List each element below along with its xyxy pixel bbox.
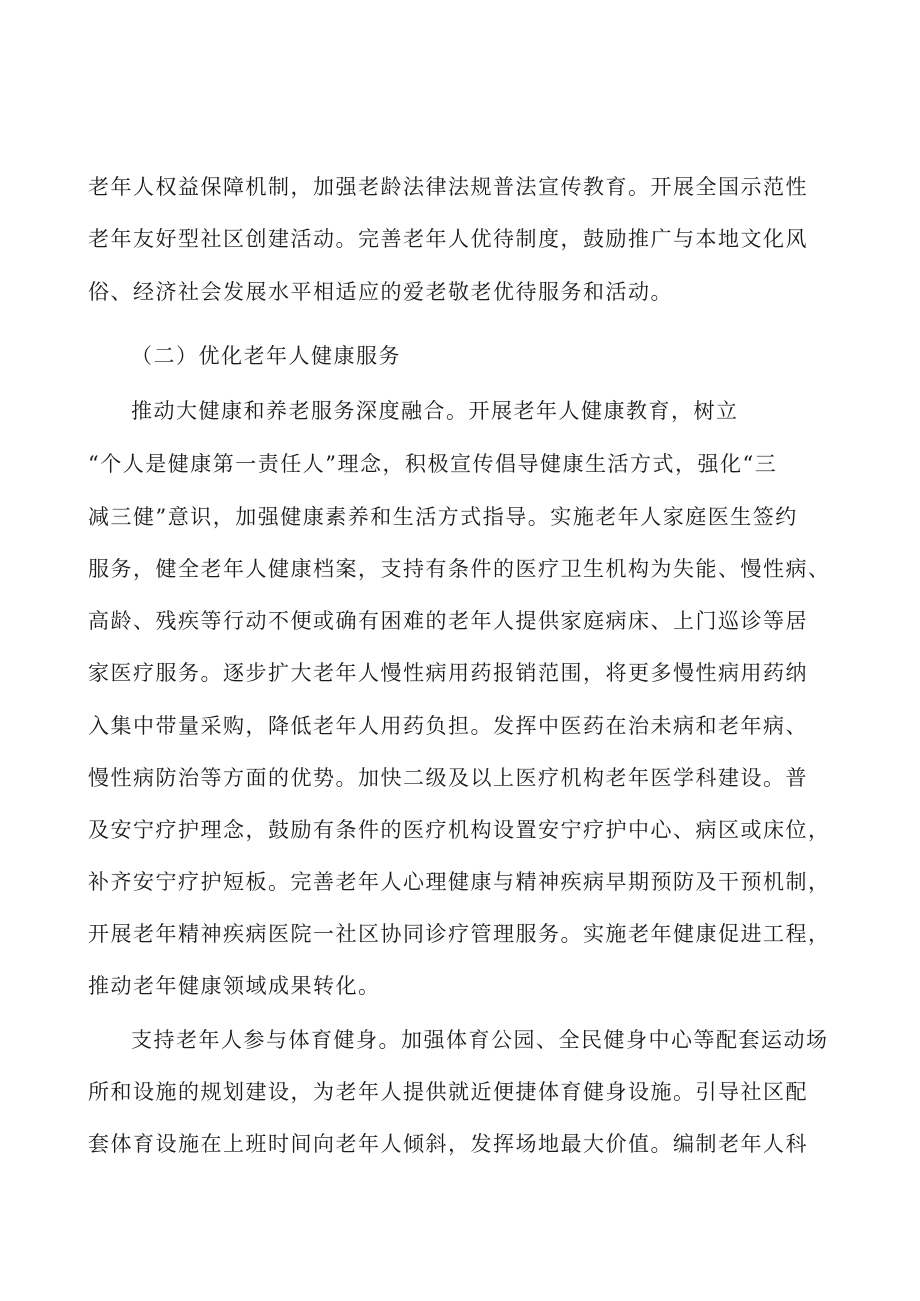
paragraph-2-line-7: 入集中带量采购，降低老年人用药负担。发挥中医药在治未病和老年病、 [88, 714, 808, 738]
paragraph-2-line-8: 慢性病防治等方面的优势。加快二级及以上医疗机构老年医学科建设。普 [88, 766, 808, 790]
paragraph-2-line-9: 及安宁疗护理念，鼓励有条件的医疗机构设置安宁疗护中心、病区或床位， [88, 818, 831, 842]
paragraph-2-line-4: 服务，健全老年人健康档案，支持有条件的医疗卫生机构为失能、慢性病、 [88, 557, 831, 581]
paragraph-2-line-12: 推动老年健康领域成果转化。 [88, 974, 381, 998]
paragraph-3-line-2: 所和设施的规划建设，为老年人提供就近便捷体育健身设施。引导社区配 [88, 1080, 808, 1104]
paragraph-1-line-2: 老年友好型社区创建活动。完善老年人优待制度，鼓励推广与本地文化风 [88, 227, 808, 251]
paragraph-3-line-1: 支持老年人参与体育健身。加强体育公园、全民健身中心等配套运动场 [131, 1028, 829, 1052]
paragraph-1-line-3: 俗、经济社会发展水平相适应的爱老敬老优待服务和活动。 [88, 280, 673, 304]
section-heading: （二）优化老年人健康服务 [131, 344, 401, 368]
paragraph-2-line-10: 补齐安宁疗护短板。完善老年人心理健康与精神疾病早期预防及干预机制， [88, 870, 831, 894]
paragraph-2-line-3: 减三健”意识，加强健康素养和生活方式指导。实施老年人家庭医生签约 [88, 505, 798, 529]
paragraph-2-line-2: “个人是健康第一责任人”理念，积极宣传倡导健康生活方式，强化“三 [88, 452, 778, 476]
paragraph-2-line-5: 高龄、残疾等行动不便或确有困难的老年人提供家庭病床、上门巡诊等居 [88, 609, 808, 633]
paragraph-2-line-1: 推动大健康和养老服务深度融合。开展老年人健康教育，树立 [131, 399, 739, 423]
paragraph-2-line-6: 家医疗服务。逐步扩大老年人慢性病用药报销范围，将更多慢性病用药纳 [88, 661, 808, 685]
paragraph-3-line-3: 套体育设施在上班时间向老年人倾斜，发挥场地最大价值。编制老年人科 [88, 1132, 808, 1156]
paragraph-1-line-1: 老年人权益保障机制，加强老龄法律法规普法宣传教育。开展全国示范性 [88, 175, 808, 199]
paragraph-2-line-11: 开展老年精神疾病医院一社区协同诊疗管理服务。实施老年健康促进工程， [88, 922, 831, 946]
